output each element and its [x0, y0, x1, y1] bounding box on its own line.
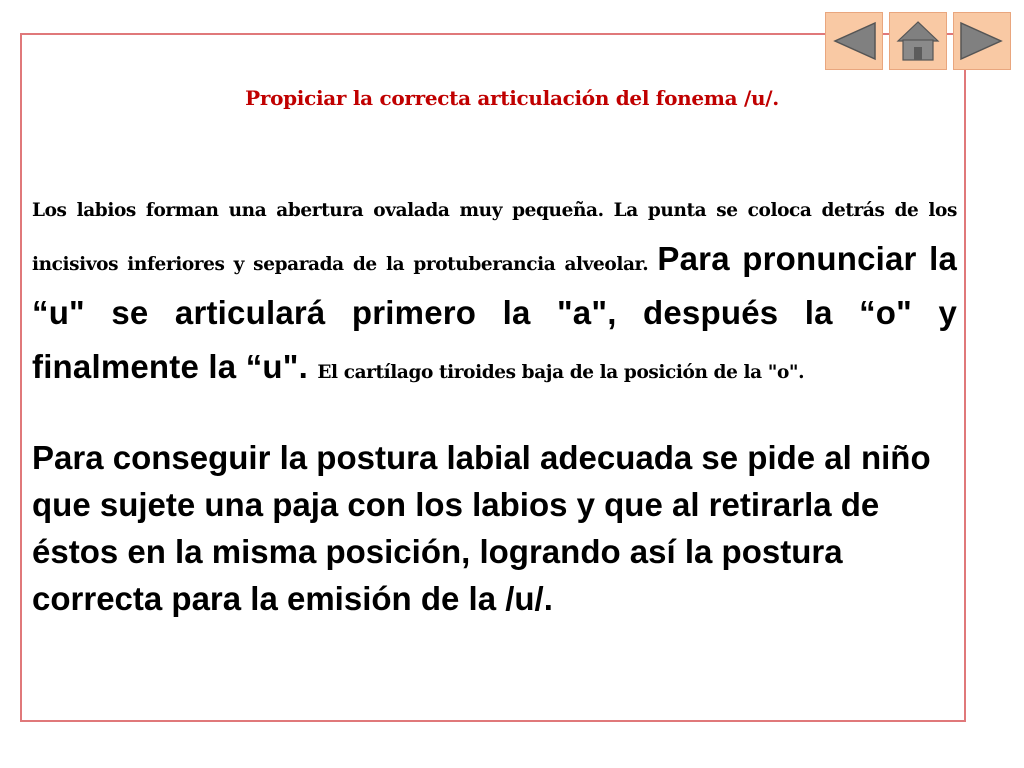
articulation-text-part1: Los labios forman una abertura ovalada muy pequeña. La punta se coloca detrás de los incisivos inferiores y separada de la protuberancia alveolar. [32, 200, 957, 275]
triangle-right-icon [959, 21, 1005, 61]
labial-posture-paragraph: Para conseguir la postura labial adecuada se pide al niño que sujete una paja con los labios y que al retirarla de éstos en la misma posición, logrando así la postura correcta para la emisión de la /u/. [32, 439, 931, 617]
articulation-paragraph [32, 184, 957, 400]
triangle-left-icon [831, 21, 877, 61]
slide-title: Propiciar la correcta articulación del fonema /u/. [245, 86, 779, 110]
next-slide-button[interactable] [953, 12, 1011, 70]
home-button[interactable] [889, 12, 947, 70]
articulation-text-part2: Para pronunciar la “u" se articulará primero la "a", después la “o" y finalmente la “u". [32, 240, 957, 385]
articulation-text-part3: El cartílago tiroides baja de la posición de la "o". [317, 362, 805, 383]
previous-slide-button[interactable] [825, 12, 883, 70]
house-icon [895, 19, 941, 63]
